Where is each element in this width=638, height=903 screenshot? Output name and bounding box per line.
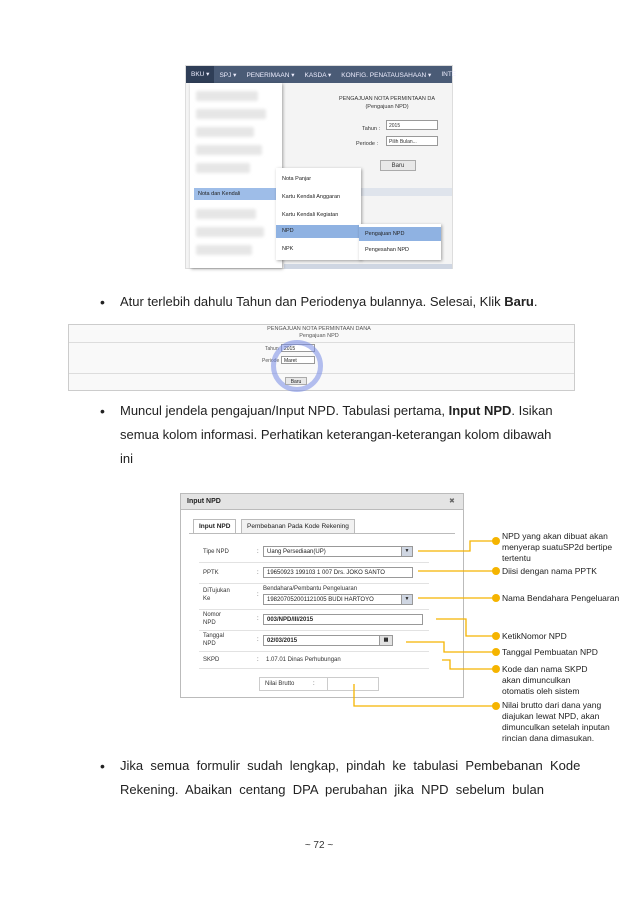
form-title: PENGAJUAN NOTA PERMINTAAN DANA: [267, 326, 371, 332]
nomor-npd-input[interactable]: 003/NPD/III/2015: [263, 614, 423, 625]
annotation-dot: [492, 632, 500, 640]
submenu-pengesahan-npd[interactable]: Pengesahan NPD: [365, 247, 410, 253]
annotation-text: rincian dana dimasukan.: [502, 733, 595, 743]
tab-input-npd[interactable]: Input NPD: [193, 519, 236, 533]
submenu-kartu-kendali-anggaran[interactable]: Kartu Kendali Anggaran: [282, 194, 341, 200]
form-subtitle: (Pengajuan NPD): [365, 104, 409, 110]
bullet-dot: •: [100, 403, 105, 419]
chevron-down-icon[interactable]: ▼: [401, 547, 412, 556]
annotation-text: diajukan lewat NPD, akan: [502, 711, 600, 721]
annotation-dot: [492, 594, 500, 602]
paragraph-3-line2: Rekening. Abaikan centang DPA perubahan jika NPD sebelum bulan: [120, 782, 544, 797]
page-number: ~ 72 ~: [304, 840, 334, 851]
submenu-npk[interactable]: NPK: [282, 246, 294, 252]
connector-line: [418, 541, 496, 551]
skpd-label: SKPD: [203, 657, 220, 663]
tanggal-npd-label: Tanggal: [203, 633, 225, 639]
pptk-label: PPTK: [203, 570, 219, 576]
annotation-text: Nilai brutto dari dana yang: [502, 700, 602, 710]
colon: :: [257, 570, 259, 576]
paragraph-2-text: Muncul jendela pengajuan/Input NPD. Tabulasi pertama,: [120, 403, 449, 418]
tipe-npd-value: Uang Persediaan(UP): [267, 549, 326, 555]
annotation-text: NPD yang akan dibuat akan: [502, 531, 608, 541]
tanggal-npd-label-2: NPD: [203, 641, 216, 647]
paragraph-1-end: .: [533, 294, 538, 309]
dialog-title: Input NPD: [181, 494, 463, 510]
annotation-text: Kode dan nama SKPD: [502, 664, 588, 674]
submenu-pengajuan-npd[interactable]: Pengajuan NPD: [359, 227, 441, 241]
nav-spj[interactable]: SPJ ▾: [219, 71, 237, 79]
tahun-select[interactable]: 2015: [281, 344, 315, 352]
annotation-text: otomatis oleh sistem: [502, 686, 580, 696]
annotation-text: Nama Bendahara Pengeluaran: [502, 593, 620, 603]
form-title: PENGAJUAN NOTA PERMINTAAN DA: [338, 96, 436, 102]
submenu-npd[interactable]: NPD: [276, 225, 361, 238]
ditujukan-label: DiTujukan: [203, 588, 230, 594]
paragraph-1-text: Atur terlebih dahulu Tahun dan Periodenya bulannya. Selesai, Klik: [120, 294, 505, 309]
ditujukan-caption: Bendahara/Pembantu Pengeluaran: [263, 586, 358, 592]
annotation-dot: [492, 702, 500, 710]
annotation-dot: [492, 567, 500, 575]
baru-button[interactable]: Baru: [285, 377, 307, 385]
annotation-dot: [492, 665, 500, 673]
periode-label: Periode :: [356, 141, 379, 147]
colon: :: [257, 637, 259, 643]
paragraph-2-bold: Input NPD: [448, 403, 512, 418]
nav-kasda[interactable]: KASDA ▾: [304, 71, 332, 79]
nomor-npd-label: Nomor: [203, 612, 222, 618]
form-subtitle: Pengajuan NPD: [299, 333, 339, 339]
ditujukan-value: 198207052001121005 BUDI HARTOYO: [267, 597, 374, 603]
colon: :: [257, 657, 259, 663]
paragraph-3-line1: Jika semua formulir sudah lengkap, pindah ke tabulasi Pembebanan Kode: [120, 758, 581, 773]
tanggal-npd-value: 02/03/2015: [267, 638, 298, 644]
annotation-text: KetikNomor NPD: [502, 631, 567, 641]
calendar-icon[interactable]: ▦: [379, 636, 392, 645]
colon: :: [257, 616, 259, 622]
tab-pembebanan[interactable]: Pembebanan Pada Kode Rekening: [241, 519, 355, 533]
connector-line: [436, 619, 496, 636]
skpd-value: 1.07.01 Dinas Perhubungan: [266, 657, 341, 663]
annotation-text: tertentu: [502, 553, 531, 563]
connector-line: [442, 660, 496, 669]
periode-select[interactable]: Maret: [281, 356, 315, 364]
submenu-nota-panjar[interactable]: Nota Panjar: [282, 176, 312, 182]
tipe-npd-label: Tipe NPD: [203, 549, 229, 555]
submenu-kartu-kendali-kegiatan[interactable]: Kartu Kendali Kegiatan: [282, 212, 339, 218]
tahun-label: Tahun :: [362, 126, 381, 132]
pptk-value: 19650923 199103 1 007 Drs. JOKO SANTO: [267, 570, 385, 576]
periode-label: Periode: [262, 358, 280, 364]
annotation-text: Diisi dengan nama PPTK: [502, 566, 597, 576]
annotation-dot: [492, 648, 500, 656]
annotation-text: akan dimunculkan: [502, 675, 571, 685]
annotation-text: Tanggal Pembuatan NPD: [502, 647, 598, 657]
ditujukan-label-2: Ke: [203, 596, 211, 602]
nilai-brutto-label: Nilai Brutto: [265, 681, 295, 687]
connector-line: [406, 642, 496, 652]
bullet-dot: •: [100, 294, 105, 310]
nomor-npd-label-2: NPD: [203, 620, 216, 626]
baru-button[interactable]: Baru: [380, 160, 416, 171]
periode-select[interactable]: Pilih Bulan...: [386, 136, 438, 146]
tahun-select[interactable]: 2015: [386, 120, 438, 130]
nav-penerimaan[interactable]: PENERIMAAN ▾: [246, 71, 295, 79]
colon: :: [313, 681, 315, 687]
colon: :: [257, 592, 259, 598]
annotation-dot: [492, 537, 500, 545]
nav-bku[interactable]: BKU ▾: [186, 66, 214, 83]
paragraph-2-end: . Isikan: [511, 403, 553, 418]
nav-konfig[interactable]: KONFIG. PENATAUSAHAAN ▾: [341, 71, 432, 79]
connector-line: [354, 684, 496, 706]
close-icon[interactable]: ✖: [449, 498, 455, 505]
nav-inte[interactable]: INTE: [441, 71, 457, 78]
colon: :: [257, 549, 259, 555]
chevron-down-icon[interactable]: ▼: [401, 595, 412, 604]
paragraph-1-bold: Baru: [504, 294, 534, 309]
paragraph-2-line2: semua kolom informasi. Perhatikan keterangan-keterangan kolom dibawah: [120, 427, 552, 442]
paragraph-2-line3: ini: [120, 451, 134, 466]
menu-nota-dan-kendali[interactable]: Nota dan Kendali: [194, 188, 278, 200]
paragraph-3: [120, 754, 581, 802]
annotation-text: menyerap suatuSP2d bertipe: [502, 542, 613, 552]
annotation-text: dimunculkan setelah inputan: [502, 722, 610, 732]
tahun-label: Tahun: [265, 346, 279, 352]
bullet-dot: •: [100, 758, 105, 774]
